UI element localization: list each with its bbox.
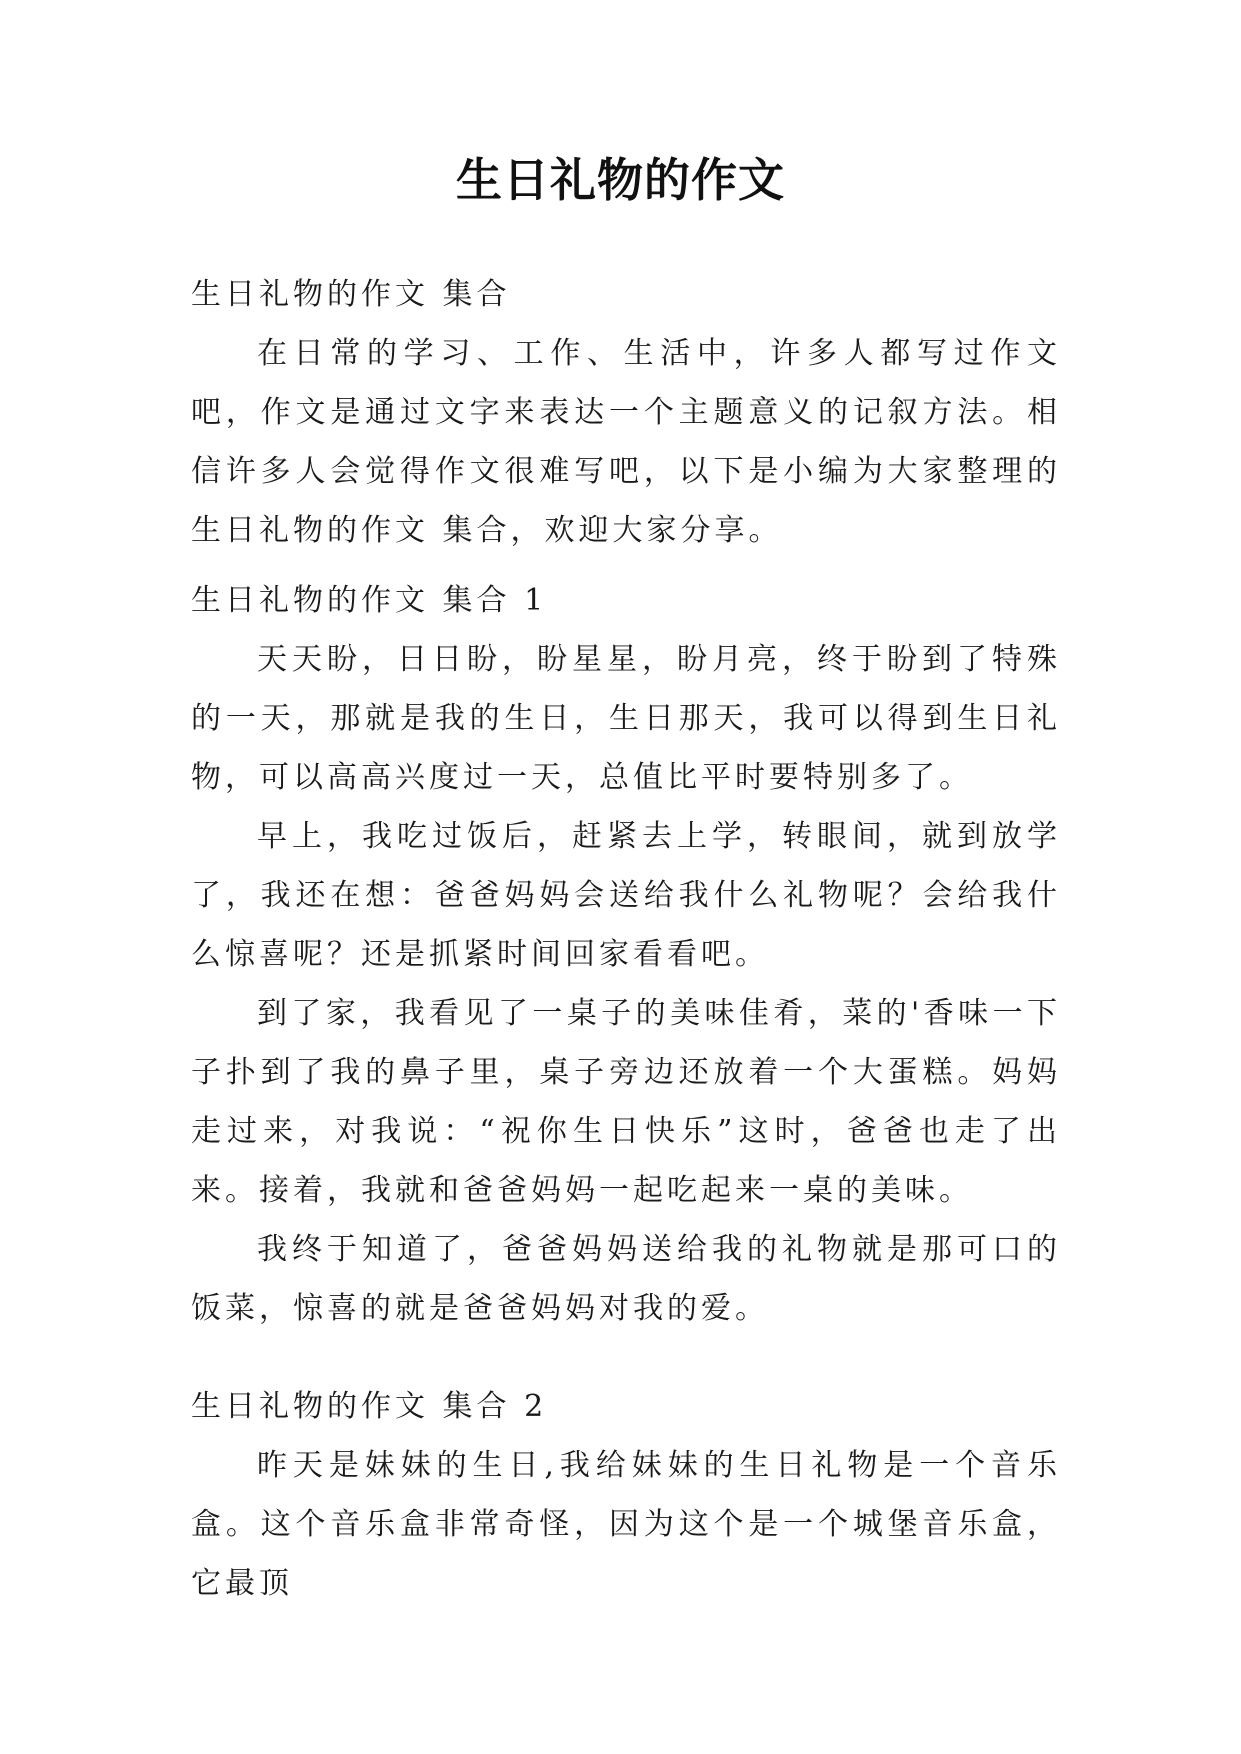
section-1-paragraph-1: 天天盼，日日盼，盼星星，盼月亮，终于盼到了特殊的一天，那就是我的生日，生日那天，我可以得到生日礼物，可以高高兴度过一天，总值比平时要特别多了。 (191, 642, 1061, 795)
section-1-paragraph-3: 到了家，我看见了一桌子的美味佳肴，菜的'香味一下子扑到了我的鼻子里，桌子旁边还放着一个大蛋糕。妈妈走过来，对我说：“祝你生日快乐”这时，爸爸也走了出来。接着，我就和爸爸妈妈一起吃起来一桌的美味。 (191, 996, 1061, 1208)
section-1-heading: 生日礼物的作文 集合 1 (191, 583, 548, 618)
section-2-heading: 生日礼物的作文 集合 2 (191, 1389, 548, 1424)
intro-paragraph: 在日常的学习、工作、生活中，许多人都写过作文吧，作文是通过文字来表达一个主题意义的记叙方法。相信许多人会觉得作文很难写吧，以下是小编为大家整理的生日礼物的作文 集合，欢迎大家分享。 (191, 336, 1061, 548)
intro-heading: 生日礼物的作文 集合 (191, 277, 511, 312)
section-1-paragraph-2: 早上，我吃过饭后，赶紧去上学，转眼间，就到放学了，我还在想：爸爸妈妈会送给我什么礼物呢？会给我什么惊喜呢？还是抓紧时间回家看看吧。 (191, 819, 1061, 972)
section-2-paragraph-1: 昨天是妹妹的生日,我给妹妹的生日礼物是一个音乐盒。这个音乐盒非常奇怪，因为这个是一个城堡音乐盒，它最顶 (191, 1448, 1061, 1601)
section-1 (191, 571, 1061, 1338)
section-2 (191, 1377, 1061, 1613)
section-1-paragraph-4: 我终于知道了，爸爸妈妈送给我的礼物就是那可口的饭菜，惊喜的就是爸爸妈妈对我的爱。 (191, 1232, 1061, 1326)
intro-block (191, 265, 1061, 560)
document-title: 生日礼物的作文 (456, 153, 785, 207)
